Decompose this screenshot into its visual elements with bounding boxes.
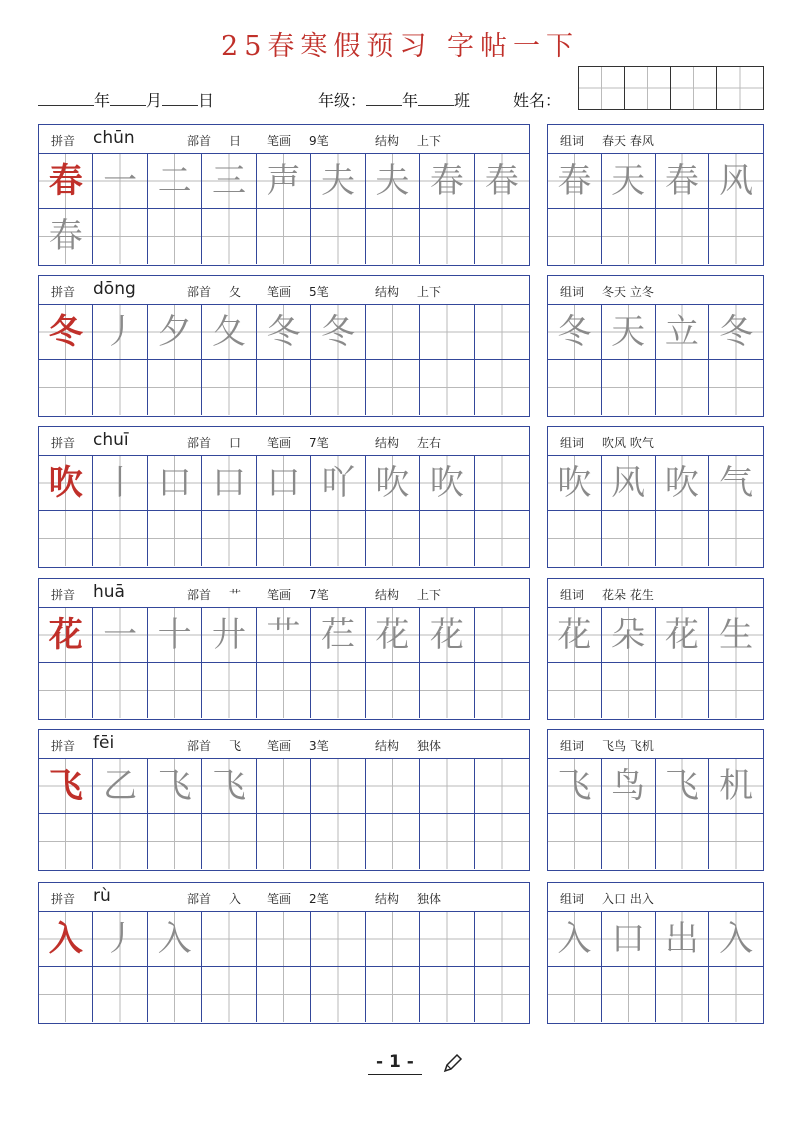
stroke-step: 廾 (202, 608, 256, 663)
word-grid (548, 608, 763, 718)
word-character: 立 (656, 305, 710, 360)
strokes-label: 笔画 (267, 588, 292, 602)
writing-cell[interactable] (656, 967, 710, 1022)
writing-cell[interactable] (148, 663, 202, 718)
pinyin-label: 拼音 (51, 588, 76, 602)
word-grid (548, 154, 763, 264)
writing-cell[interactable] (202, 967, 256, 1022)
word-character: 出 (656, 912, 710, 967)
word-panel (547, 426, 764, 568)
pencil-icon (442, 1052, 464, 1074)
stroke-step: 吹 (420, 456, 474, 511)
panel-header (39, 579, 529, 608)
writing-cell[interactable] (93, 209, 147, 264)
stroke-step: 花 (366, 608, 420, 663)
writing-cell[interactable] (202, 511, 256, 566)
practice-panel (38, 124, 530, 266)
words-value: 花朵 花生 (602, 588, 654, 602)
stroke-step: 芢 (311, 608, 365, 663)
strokes-label: 笔画 (267, 436, 292, 450)
stroke-step: 乙 (93, 759, 147, 814)
panel-header (39, 276, 529, 305)
writing-cell[interactable] (148, 967, 202, 1022)
stroke-step: 声 (257, 154, 311, 209)
strokes-value: 5笔 (309, 285, 329, 299)
trace-character: 春 (39, 209, 93, 264)
words-label: 组词 (560, 588, 585, 602)
word-character: 冬 (548, 305, 602, 360)
writing-cell[interactable] (311, 209, 365, 264)
writing-cell[interactable] (709, 967, 763, 1022)
writing-cell[interactable] (420, 511, 474, 566)
structure-value: 独体 (417, 892, 442, 906)
writing-cell[interactable] (148, 209, 202, 264)
structure-label: 结构 (375, 285, 400, 299)
words-value: 春天 春风 (602, 134, 654, 148)
writing-cell[interactable] (475, 511, 529, 566)
writing-cell[interactable] (656, 814, 710, 869)
writing-cell[interactable] (602, 814, 656, 869)
writing-cell[interactable] (602, 360, 656, 415)
structure-value: 左右 (417, 436, 442, 450)
writing-cell[interactable] (202, 209, 256, 264)
words-label: 组词 (560, 436, 585, 450)
word-grid (548, 912, 763, 1022)
stroke-step: 冬 (311, 305, 365, 360)
writing-cell[interactable] (366, 814, 420, 869)
writing-cell[interactable] (420, 814, 474, 869)
word-character: 风 (709, 154, 763, 209)
radical-label: 部首 (187, 892, 212, 906)
pinyin-value: chuī (93, 430, 129, 450)
words-label: 组词 (560, 134, 585, 148)
writing-cell[interactable] (548, 814, 602, 869)
pinyin-label: 拼音 (51, 436, 76, 450)
writing-cell[interactable] (257, 967, 311, 1022)
writing-cell[interactable] (420, 305, 474, 360)
model-character: 入 (39, 912, 93, 967)
stroke-step: 夕 (148, 305, 202, 360)
radical-label: 部首 (187, 285, 212, 299)
writing-cell[interactable] (366, 912, 420, 967)
writing-cell[interactable] (39, 360, 93, 415)
writing-cell[interactable] (420, 967, 474, 1022)
stroke-step: 入 (148, 912, 202, 967)
writing-cell[interactable] (420, 912, 474, 967)
word-character: 入 (548, 912, 602, 967)
writing-cell[interactable] (311, 967, 365, 1022)
structure-label: 结构 (375, 134, 400, 148)
word-panel (547, 882, 764, 1024)
word-grid (548, 759, 763, 869)
stroke-step: 春 (475, 154, 529, 209)
word-character: 春 (548, 154, 602, 209)
word-header (548, 730, 763, 759)
writing-cell[interactable] (709, 511, 763, 566)
panel-header (39, 730, 529, 759)
writing-cell[interactable] (257, 511, 311, 566)
writing-grid (39, 456, 529, 566)
writing-cell[interactable] (420, 759, 474, 814)
writing-cell[interactable] (93, 814, 147, 869)
writing-cell[interactable] (709, 663, 763, 718)
writing-cell[interactable] (475, 912, 529, 967)
writing-cell[interactable] (257, 759, 311, 814)
strokes-value: 7笔 (309, 588, 329, 602)
stroke-step: 口 (202, 456, 256, 511)
writing-cell[interactable] (93, 663, 147, 718)
word-character: 吹 (548, 456, 602, 511)
writing-cell[interactable] (602, 663, 656, 718)
words-value: 吹风 吹气 (602, 436, 654, 450)
panel-header (39, 125, 529, 154)
strokes-label: 笔画 (267, 892, 292, 906)
writing-grid (39, 912, 529, 1022)
stroke-step: 吖 (311, 456, 365, 511)
stroke-step: 十 (148, 608, 202, 663)
stroke-step: 口 (257, 456, 311, 511)
pinyin-value: huā (93, 582, 125, 602)
writing-cell[interactable] (366, 209, 420, 264)
stroke-step: 口 (148, 456, 202, 511)
writing-cell[interactable] (420, 360, 474, 415)
writing-cell[interactable] (475, 305, 529, 360)
writing-cell[interactable] (656, 663, 710, 718)
practice-panel (38, 578, 530, 720)
writing-cell[interactable] (257, 912, 311, 967)
word-character: 朵 (602, 608, 656, 663)
stroke-step: 飞 (202, 759, 256, 814)
practice-panel (38, 426, 530, 568)
writing-cell[interactable] (202, 663, 256, 718)
structure-value: 独体 (417, 739, 442, 753)
writing-cell[interactable] (93, 967, 147, 1022)
writing-cell[interactable] (475, 663, 529, 718)
radical-value: 入 (229, 892, 242, 906)
writing-cell[interactable] (257, 814, 311, 869)
writing-cell[interactable] (311, 663, 365, 718)
word-header (548, 276, 763, 305)
model-character: 飞 (39, 759, 93, 814)
writing-cell[interactable] (366, 967, 420, 1022)
writing-cell[interactable] (202, 912, 256, 967)
writing-cell[interactable] (475, 759, 529, 814)
word-character: 花 (548, 608, 602, 663)
writing-cell[interactable] (420, 663, 474, 718)
word-character: 风 (602, 456, 656, 511)
strokes-label: 笔画 (267, 134, 292, 148)
writing-grid (39, 608, 529, 718)
pinyin-label: 拼音 (51, 739, 76, 753)
writing-cell[interactable] (656, 360, 710, 415)
radical-value: 艹 (229, 588, 242, 602)
strokes-value: 9笔 (309, 134, 329, 148)
stroke-step: 花 (420, 608, 474, 663)
structure-value: 上下 (417, 285, 442, 299)
word-panel (547, 124, 764, 266)
word-header (548, 883, 763, 912)
word-character: 春 (656, 154, 710, 209)
stroke-step: 二 (148, 154, 202, 209)
writing-cell[interactable] (709, 814, 763, 869)
writing-cell[interactable] (148, 511, 202, 566)
words-value: 入口 出入 (602, 892, 654, 906)
panel-header (39, 427, 529, 456)
stroke-step: 夫 (366, 154, 420, 209)
strokes-value: 3笔 (309, 739, 329, 753)
writing-cell[interactable] (311, 360, 365, 415)
radical-label: 部首 (187, 134, 212, 148)
writing-cell[interactable] (366, 759, 420, 814)
model-character: 吹 (39, 456, 93, 511)
practice-panel (38, 882, 530, 1024)
stroke-step: 一 (93, 608, 147, 663)
writing-cell[interactable] (548, 511, 602, 566)
writing-grid (39, 305, 529, 415)
word-character: 机 (709, 759, 763, 814)
writing-cell[interactable] (311, 759, 365, 814)
writing-cell[interactable] (257, 209, 311, 264)
word-character: 口 (602, 912, 656, 967)
pinyin-value: fēi (93, 733, 115, 753)
strokes-value: 7笔 (309, 436, 329, 450)
words-label: 组词 (560, 739, 585, 753)
writing-cell[interactable] (311, 511, 365, 566)
structure-label: 结构 (375, 739, 400, 753)
words-label: 组词 (560, 892, 585, 906)
words-value: 飞鸟 飞机 (602, 739, 654, 753)
practice-panel (38, 729, 530, 871)
writing-cell[interactable] (475, 814, 529, 869)
writing-cell[interactable] (548, 360, 602, 415)
writing-cell[interactable] (39, 663, 93, 718)
writing-grid (39, 154, 529, 264)
pinyin-value: chūn (93, 128, 135, 148)
word-grid (548, 456, 763, 566)
structure-label: 结构 (375, 436, 400, 450)
word-panel (547, 275, 764, 417)
writing-cell[interactable] (420, 209, 474, 264)
strokes-value: 2笔 (309, 892, 329, 906)
stroke-step: 春 (420, 154, 474, 209)
model-character: 冬 (39, 305, 93, 360)
writing-cell[interactable] (366, 305, 420, 360)
writing-cell[interactable] (257, 360, 311, 415)
model-character: 春 (39, 154, 93, 209)
page-number: - 1 - (368, 1052, 422, 1075)
word-header (548, 579, 763, 608)
word-character: 天 (602, 154, 656, 209)
strokes-label: 笔画 (267, 739, 292, 753)
writing-cell[interactable] (548, 209, 602, 264)
writing-cell[interactable] (656, 511, 710, 566)
writing-cell[interactable] (311, 912, 365, 967)
structure-label: 结构 (375, 892, 400, 906)
writing-cell[interactable] (148, 814, 202, 869)
word-character: 吹 (656, 456, 710, 511)
model-character: 花 (39, 608, 93, 663)
writing-cell[interactable] (93, 511, 147, 566)
writing-cell[interactable] (475, 209, 529, 264)
word-header (548, 125, 763, 154)
pinyin-value: dōng (93, 279, 136, 299)
writing-cell[interactable] (39, 814, 93, 869)
writing-cell[interactable] (475, 360, 529, 415)
writing-cell[interactable] (366, 511, 420, 566)
writing-cell[interactable] (602, 967, 656, 1022)
writing-cell[interactable] (311, 814, 365, 869)
writing-cell[interactable] (656, 209, 710, 264)
writing-cell[interactable] (602, 511, 656, 566)
stroke-step: 吹 (366, 456, 420, 511)
word-character: 气 (709, 456, 763, 511)
date-line: 年 月 日 (38, 88, 214, 111)
writing-cell[interactable] (475, 967, 529, 1022)
stroke-step: 丨 (93, 456, 147, 511)
word-character: 飞 (548, 759, 602, 814)
word-character: 飞 (656, 759, 710, 814)
pinyin-label: 拼音 (51, 285, 76, 299)
writing-cell[interactable] (548, 967, 602, 1022)
stroke-step: 夫 (311, 154, 365, 209)
radical-value: 夂 (229, 285, 242, 299)
grade-line: 年级： 年 班 (318, 91, 471, 110)
writing-cell[interactable] (548, 663, 602, 718)
word-panel (547, 578, 764, 720)
writing-cell[interactable] (39, 511, 93, 566)
strokes-label: 笔画 (267, 285, 292, 299)
structure-value: 上下 (417, 588, 442, 602)
radical-label: 部首 (187, 588, 212, 602)
radical-value: 日 (229, 134, 242, 148)
pinyin-value: rù (93, 886, 111, 906)
writing-cell[interactable] (202, 360, 256, 415)
word-character: 鸟 (602, 759, 656, 814)
writing-grid (39, 759, 529, 869)
writing-cell[interactable] (93, 360, 147, 415)
radical-label: 部首 (187, 739, 212, 753)
stroke-step: 三 (202, 154, 256, 209)
writing-cell[interactable] (366, 360, 420, 415)
stroke-step: 丿 (93, 912, 147, 967)
name-boxes[interactable] (578, 66, 764, 110)
writing-cell[interactable] (475, 608, 529, 663)
radical-value: 口 (229, 436, 242, 450)
writing-cell[interactable] (202, 814, 256, 869)
stroke-step: 丿 (93, 305, 147, 360)
pinyin-label: 拼音 (51, 892, 76, 906)
writing-cell[interactable] (709, 209, 763, 264)
stroke-step: 夂 (202, 305, 256, 360)
word-character: 冬 (709, 305, 763, 360)
word-panel (547, 729, 764, 871)
writing-cell[interactable] (709, 360, 763, 415)
stroke-step: 一 (93, 154, 147, 209)
writing-cell[interactable] (257, 663, 311, 718)
word-character: 入 (709, 912, 763, 967)
practice-panel (38, 275, 530, 417)
word-header (548, 427, 763, 456)
writing-cell[interactable] (366, 663, 420, 718)
stroke-step: 飞 (148, 759, 202, 814)
radical-label: 部首 (187, 436, 212, 450)
writing-cell[interactable] (148, 360, 202, 415)
structure-label: 结构 (375, 588, 400, 602)
writing-cell[interactable] (602, 209, 656, 264)
word-character: 生 (709, 608, 763, 663)
word-grid (548, 305, 763, 415)
radical-value: 飞 (229, 739, 242, 753)
pinyin-label: 拼音 (51, 134, 76, 148)
word-character: 天 (602, 305, 656, 360)
page-title: 25春寒假预习 字帖一下 (221, 31, 579, 62)
words-value: 冬天 立冬 (602, 285, 654, 299)
word-character: 花 (656, 608, 710, 663)
words-label: 组词 (560, 285, 585, 299)
structure-value: 上下 (417, 134, 442, 148)
stroke-step: 冬 (257, 305, 311, 360)
panel-header (39, 883, 529, 912)
writing-cell[interactable] (39, 967, 93, 1022)
writing-cell[interactable] (475, 456, 529, 511)
name-label: 姓名： (513, 91, 562, 110)
stroke-step: 艹 (257, 608, 311, 663)
